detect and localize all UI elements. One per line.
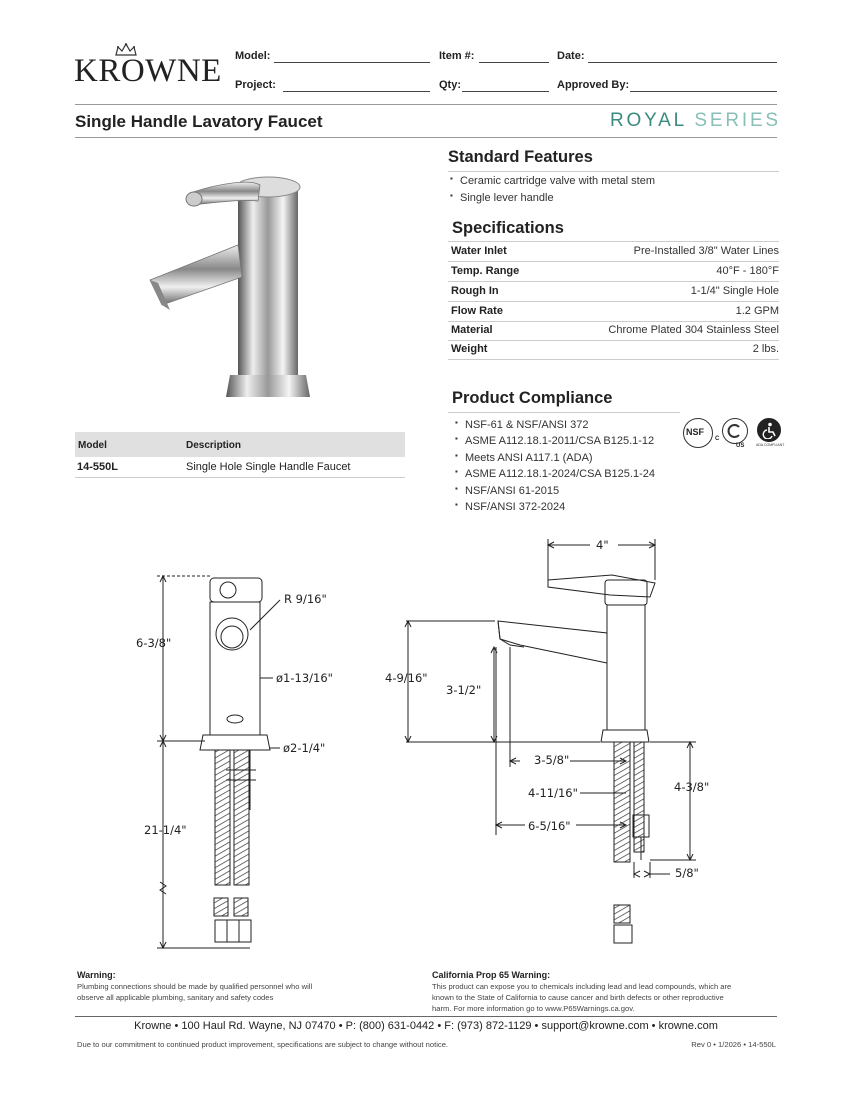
footer-contact: Krowne • 100 Haul Rd. Wayne, NJ 07470 • P: (800) 631-0442 • F: (973) 872-1129 • support@krowne.com • krowne.com: [134, 1020, 718, 1032]
csa-c-text: C: [715, 436, 720, 442]
warning-line: observe all applicable plumbing, sanitary and safety codes: [77, 993, 274, 1002]
dim-shank-length: 4-3/8": [674, 780, 710, 794]
document-title: Single Handle Lavatory Faucet: [75, 112, 323, 131]
model-column-header: Model: [78, 440, 107, 451]
dim-spout-height: 4-9/16": [385, 671, 428, 685]
warning-line: Plumbing connections should be made by qualified personnel who will: [77, 982, 313, 991]
model-label: Model:: [235, 50, 271, 62]
dim-reach-2: 4-11/16": [528, 786, 578, 800]
features-rule: [448, 171, 779, 172]
standard-features-heading: Standard Features: [448, 148, 593, 166]
series-logo: [610, 110, 781, 132]
qty-label: Qty:: [439, 79, 461, 91]
prop65-line: This product can expose you to chemicals including lead and lead compounds, which are: [432, 982, 732, 991]
date-label: Date:: [557, 50, 585, 62]
spec-label: Rough In: [451, 285, 499, 297]
spec-label: Flow Rate: [451, 305, 503, 317]
compliance-item: ▪ NSF/ANSI 61-2015: [465, 485, 559, 497]
side-view-drawing: [400, 535, 720, 950]
spec-label: Water Inlet: [451, 245, 507, 257]
ada-logo: [756, 418, 785, 447]
dim-body-diameter: ø1-13/16": [276, 671, 333, 685]
compliance-rule: [448, 412, 680, 413]
front-view-drawing: [130, 570, 380, 955]
dim-front-height-top: 6-3/8": [136, 636, 172, 650]
spec-row-flow-rate: [448, 302, 779, 322]
item-label: Item #:: [439, 50, 475, 62]
dim-front-height-bottom: 21-1/4": [144, 823, 187, 837]
qty-field[interactable]: [462, 91, 549, 92]
dim-reach-1: 3-5/8": [534, 753, 570, 767]
feature-item: ▪ Single lever handle: [460, 192, 554, 204]
dim-radius: R 9/16": [284, 592, 327, 606]
csa-mark-icon: [727, 423, 743, 439]
table-row: [75, 458, 405, 478]
approved-field[interactable]: [630, 91, 777, 92]
specifications-heading: Specifications: [452, 219, 564, 237]
spec-label: Weight: [451, 343, 488, 355]
dim-side-width: 4": [596, 538, 609, 552]
dim-base-diameter: ø2-1/4": [283, 741, 326, 755]
compliance-item: ▪ ASME A112.18.1-2024/CSA B125.1-24: [465, 468, 655, 480]
spec-value: Pre-Installed 3/8" Water Lines: [633, 245, 779, 257]
brand-name: KROWNE: [74, 53, 222, 89]
prop65-line: harm. For more information go to www.P65Warnings.ca.gov.: [432, 1004, 635, 1013]
warning-title: Warning:: [77, 970, 116, 980]
spec-row-temp-range: [448, 262, 779, 282]
project-field[interactable]: [283, 91, 430, 92]
model-table-header: [75, 432, 405, 457]
spec-row-rough-in: [448, 282, 779, 302]
footer-note: Due to our commitment to continued product improvement, specifications are subject to change without notice.: [77, 1040, 449, 1049]
header-rule: [75, 104, 777, 105]
project-label: Project:: [235, 79, 276, 91]
date-field[interactable]: [588, 62, 777, 63]
approved-label: Approved By:: [557, 79, 630, 91]
spec-value: 1-1/4" Single Hole: [690, 285, 779, 297]
prop65-line: known to the State of California to cause cancer and birth defects or other reproductive: [432, 993, 724, 1002]
footer-revision: Rev 0 • 1/2026 • 14-550L: [691, 1040, 776, 1049]
csa-logo: [715, 418, 748, 449]
prop65-title: California Prop 65 Warning:: [432, 970, 551, 980]
compliance-item: ▪ NSF-61 & NSF/ANSI 372: [465, 419, 589, 431]
spec-label: Material: [451, 324, 493, 336]
compliance-heading: Product Compliance: [452, 389, 613, 407]
spec-value: 2 lbs.: [752, 343, 779, 355]
title-rule: [75, 137, 777, 138]
dim-reach-3: 6-5/16": [528, 819, 571, 833]
item-field[interactable]: [479, 62, 549, 63]
description-cell: Single Hole Single Handle Faucet: [186, 461, 351, 473]
spec-value: Chrome Plated 304 Stainless Steel: [608, 324, 779, 336]
series-word-royal: ROYAL: [610, 110, 687, 131]
series-word-series: SERIES: [694, 110, 781, 131]
description-column-header: Description: [186, 440, 242, 451]
compliance-item: ▪ Meets ANSI A117.1 (ADA): [465, 452, 593, 464]
ada-logo-text: ADA COMPLIANT: [756, 443, 785, 447]
krowne-logo: [74, 45, 222, 89]
dim-shank-diameter: 5/8": [675, 866, 699, 880]
model-field[interactable]: [274, 62, 430, 63]
spec-row-water-inlet: [448, 242, 779, 262]
spec-value: 1.2 GPM: [735, 305, 779, 317]
feature-item: ▪ Ceramic cartridge valve with metal stem: [460, 175, 655, 187]
model-cell: 14-550L: [77, 461, 118, 473]
dim-spout-clearance: 3-1/2": [446, 683, 482, 697]
compliance-item: ▪ NSF/ANSI 372-2024: [465, 501, 565, 513]
csa-us-text: US: [736, 443, 745, 449]
nsf-logo-text: NSF: [686, 427, 704, 437]
nsf-logo: [683, 418, 713, 448]
spec-value: 40°F - 180°F: [716, 265, 779, 277]
compliance-item: ▪ ASME A112.18.1-2011/CSA B125.1-12: [465, 435, 654, 447]
spec-label: Temp. Range: [451, 265, 520, 277]
wheelchair-icon: [762, 422, 778, 439]
spec-row-weight: [448, 340, 779, 360]
spec-row-material: [448, 321, 779, 341]
footer-rule: [75, 1016, 777, 1017]
faucet-photo: [130, 165, 330, 410]
